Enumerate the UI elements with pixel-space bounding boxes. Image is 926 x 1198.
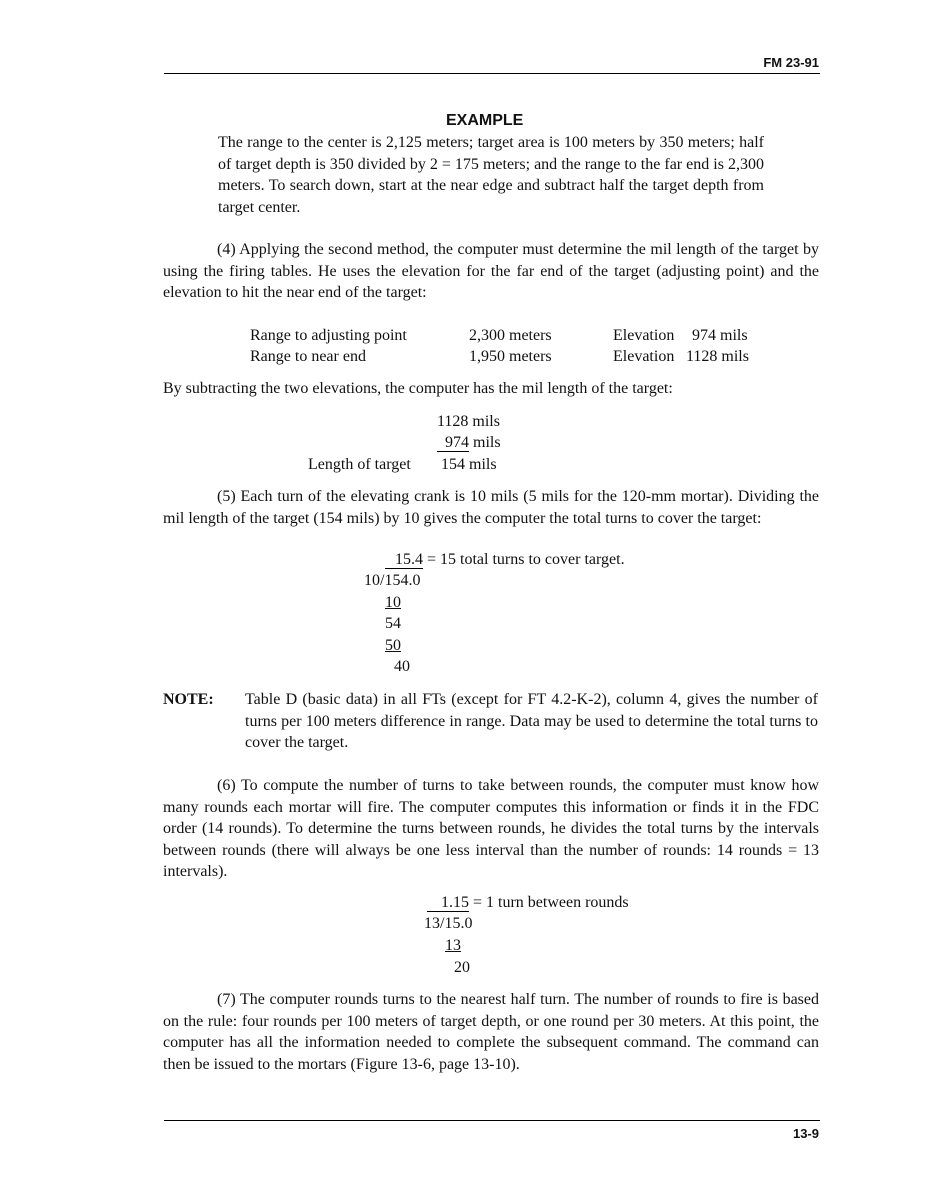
header-rule bbox=[164, 73, 820, 74]
division-quotient-line bbox=[385, 549, 625, 571]
calc-line-2-number: 974 bbox=[437, 434, 469, 452]
page-number: 13-9 bbox=[792, 1126, 819, 1141]
division-quotient-text: = 1 turn between rounds bbox=[469, 894, 629, 911]
division-quotient: 15.4 bbox=[385, 551, 423, 569]
paragraph-4: (4) Applying the second method, the computer must determine the mil length of the target by using the firing tables. He uses the elevation for the far end of the target (adjusting point) and the elevation to hit the near end of the target: bbox=[163, 241, 819, 302]
calc-result: 154 mils bbox=[441, 456, 497, 473]
division-step: 50 bbox=[385, 637, 401, 654]
division-quotient-text: = 15 total turns to cover target. bbox=[423, 551, 625, 568]
table-row-elev: 1128 mils bbox=[686, 348, 749, 365]
paragraph-7: (7) The computer rounds turns to the nearest half turn. The number of rounds to fire is based on the rule: four rounds per 100 meters of target depth, or one round per 30 meters. At this point, the computer has all the information needed to complete the subsequent command. The command can then be issued to the mortars (Figure 13-6, page 13-10). bbox=[163, 991, 819, 1073]
division-step: 13 bbox=[445, 937, 461, 954]
division-dividend: 10/154.0 bbox=[364, 572, 421, 589]
footer-rule bbox=[164, 1120, 820, 1121]
table-row-label: Range to near end bbox=[250, 348, 366, 365]
example-text: The range to the center is 2,125 meters; target area is 100 meters by 350 meters; half of target depth is 350 divided by 2 = 175 meters; and the range to the far end is 2,300 meters. To search down, start at the near edge and subtract half the target depth from target center. bbox=[218, 134, 764, 216]
calc-line-1: 1128 mils bbox=[437, 413, 500, 430]
calc-line-2 bbox=[437, 432, 501, 454]
division-step: 20 bbox=[454, 959, 470, 976]
division-step: 10 bbox=[385, 594, 401, 611]
table-row-label: Range to adjusting point bbox=[250, 327, 407, 344]
table-row-elev-label: Elevation bbox=[613, 348, 675, 365]
division-dividend: 13/15.0 bbox=[424, 915, 473, 932]
division-step: 54 bbox=[385, 615, 401, 632]
calc-result-label: Length of target bbox=[308, 456, 411, 473]
example-heading: EXAMPLE bbox=[446, 112, 524, 129]
running-header: FM 23-91 bbox=[763, 55, 819, 70]
table-row-elev-label: Elevation bbox=[613, 327, 675, 344]
paragraph-5: (5) Each turn of the elevating crank is 10 mils (5 mils for the 120-mm mortar). Dividing the mil length of the target (154 mils) by 10 gives the computer the total turns to cover the target: bbox=[163, 488, 819, 527]
note-label: NOTE: bbox=[163, 691, 214, 708]
division-quotient-line bbox=[427, 892, 629, 914]
paragraph-4-after: By subtracting the two elevations, the computer has the mil length of the target: bbox=[163, 380, 673, 397]
table-row-elev: 974 mils bbox=[692, 327, 748, 344]
calc-line-2-unit: mils bbox=[469, 434, 501, 451]
paragraph-6: (6) To compute the number of turns to take between rounds, the computer must know how many rounds each mortar will fire. The computer computes this information or finds it in the FDC order (14 rounds). To determine the turns between rounds, he divides the total turns by the intervals between rounds (there will always be one less interval than the number of rounds: 14 rounds = 13 intervals). bbox=[163, 777, 819, 881]
table-row-range: 2,300 meters bbox=[469, 327, 552, 344]
table-row-range: 1,950 meters bbox=[469, 348, 552, 365]
division-quotient: 1.15 bbox=[427, 894, 469, 912]
division-step: 40 bbox=[394, 658, 410, 675]
note-text: Table D (basic data) in all FTs (except for FT 4.2-K-2), column 4, gives the number of turns per 100 meters difference in range. Data may be used to determine the total turns to cover the target. bbox=[245, 691, 818, 752]
